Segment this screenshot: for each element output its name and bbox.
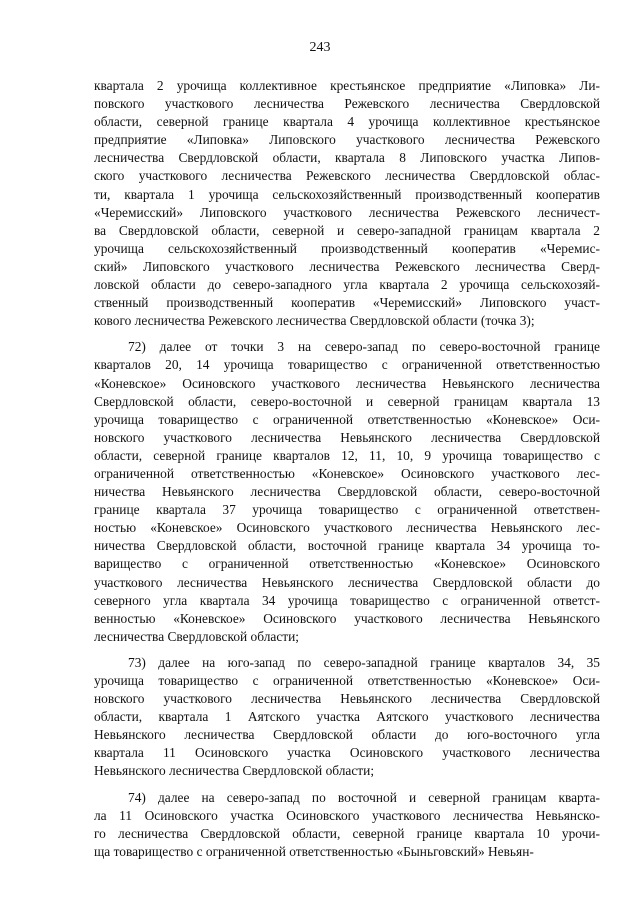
paragraph-gap [94,781,600,789]
paragraph-p74 [94,789,600,861]
text-line: новского участкового лесничества Невьянского лесничества Свердловской [94,429,600,445]
text-line: предприятие «Липовка» Липовского участкового лесничества Режевского [94,132,600,148]
paragraph-p73 [94,654,600,781]
text-line: венностью «Коневское» Осиновского участкового лесничества Невьянского [94,610,600,626]
text-line: «Коневское» Осиновского участкового лесничества Невьянского лесничества [94,375,600,391]
text-line: урочища товарищество с ограниченной ответственностью «Коневское» Оси- [94,411,600,427]
text-line: ского участкового лесничества Режевского лесничества Свердловской облас- [94,168,600,184]
text-line: области, северной границе кварталов 12, 11, 10, 9 урочища товарищество с [94,447,600,463]
text-line: ла 11 Осиновского участка Осиновского участкового лесничества Невьянско- [94,807,600,823]
text-line: Свердловской области, северо-восточной и северной границам квартала 13 [94,393,600,409]
text-line: ограниченной ответственностью «Коневское» Осиновского участкового лес- [94,465,600,481]
text-line: лесничества Свердловской области, квартала 8 Липовского участка Липов- [94,150,600,166]
text-line: границе квартала 37 урочища товарищество с ограниченной ответствен- [94,502,600,518]
text-line: Невьянского лесничества Свердловской области до юго-восточного угла [94,727,600,743]
text-line: ничества Невьянского лесничества Свердловской области, северо-восточной [94,484,600,500]
text-line: «Черемисский» Липовского участкового лесничества Режевского лесничест- [94,204,600,220]
text-line: урочища товарищество с ограниченной ответственностью «Коневское» Оси- [94,673,600,688]
text-line: кового лесничества Режевского лесничества Свердловской области (точка 3); [94,313,535,329]
text-line: урочища сельскохозяйственный производственный кооператив «Черемис- [94,240,600,256]
text-line: ловской области до северо-западного угла квартала 2 урочища сельскохозяй- [94,277,600,293]
text-line: варищество с ограниченной ответственностью «Коневское» Осиновского [94,556,600,572]
text-line: ва Свердловской области, северной и северо-западной границам квартала 2 [94,222,600,238]
paragraph-gap [94,330,600,338]
text-line: новского участкового лесничества Невьянского лесничества Свердловской [94,691,600,707]
paragraph-p72 [94,338,600,646]
text-line: квартала 11 Осиновского участка Осиновского участкового лесничества [94,745,600,761]
text-line: области, северной границе квартала 4 урочища коллективное крестьянское [94,114,600,130]
text-line: лесничества Свердловской области; [94,628,300,644]
text-line: ский» Липовского участкового лесничества Режевского лесничества Сверд- [94,258,600,274]
document-body [94,77,600,861]
text-line: ща товарищество с ограниченной ответственностью «Быньговский» Невьян- [94,843,534,859]
paragraph-gap [94,646,600,654]
text-line: ничества Свердловской области, восточной границе квартала 34 урочища то- [94,538,600,554]
text-line: северного угла квартала 34 урочища товарищество с ограниченной ответст- [94,592,600,608]
text-line: го лесничества Свердловской области, северной границе квартала 10 урочи- [94,825,600,841]
page-number: 243 [309,40,331,55]
text-line: 73) далее на юго-запад по северо-западной границе кварталов 34, 35 [128,654,600,670]
text-line: области, квартала 1 Аятского участка Аятского участкового лесничества [94,709,600,725]
text-line: ти, квартала 1 урочища сельскохозяйственный производственный кооператив [94,186,600,202]
text-line: кварталов 20, 14 урочища товарищество с ограниченной ответственностью [94,357,600,373]
text-line: Невьянского лесничества Свердловской области; [94,763,375,779]
text-line: повского участкового лесничества Режевского лесничества Свердловской [94,96,600,112]
paragraph-cont [94,77,600,330]
text-line: ностью «Коневское» Осиновского участкового лесничества Невьянского лес- [94,520,600,536]
text-line: 74) далее на северо-запад по восточной и северной границам кварта- [128,789,600,805]
text-line: квартала 2 урочища коллективное крестьянское предприятие «Липовка» Ли- [94,78,600,93]
text-line: ственный производственный кооператив «Черемисский» Липовского участ- [94,295,600,311]
text-line: 72) далее от точки 3 на северо-запад по северо-восточной границе [128,339,600,355]
text-line: участкового лесничества Невьянского лесничества Свердловской области до [94,574,600,590]
